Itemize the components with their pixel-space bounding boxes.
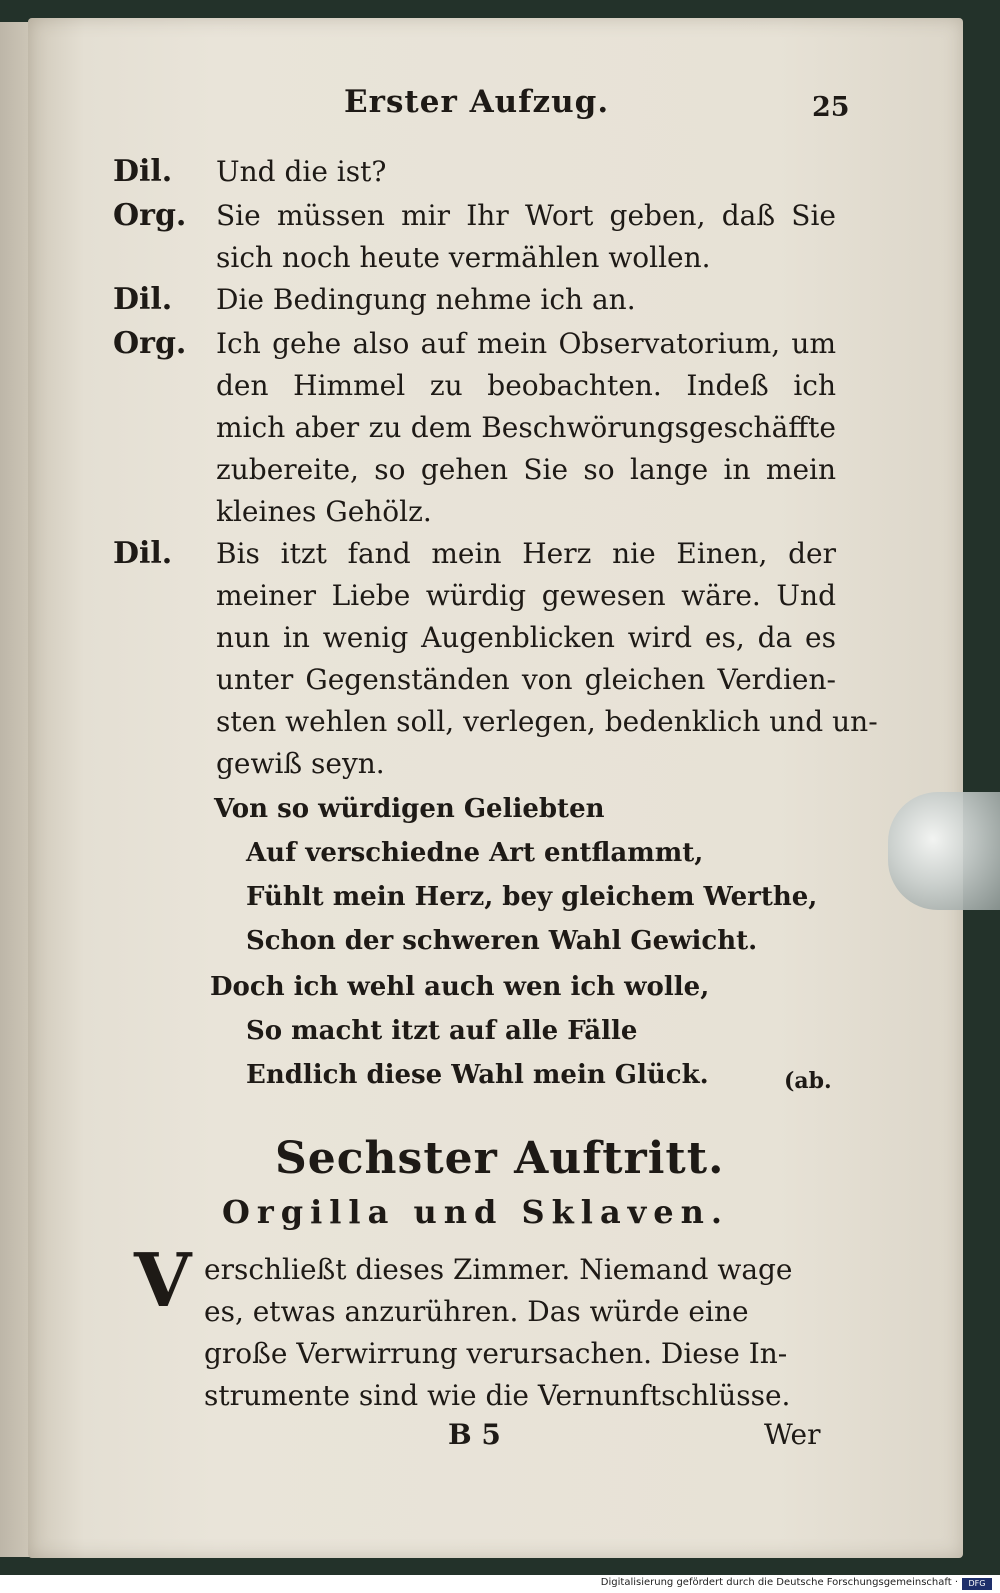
footer-credit: Digitalisierung gefördert durch die Deutsche Forschungsgemeinschaft · [600, 1577, 958, 1588]
scene-persons: Orgilla und Sklaven. [222, 1193, 730, 1231]
page-number: 25 [812, 92, 850, 123]
aria-verse: Endlich diese Wahl mein Glück. [246, 1060, 709, 1090]
dialogue-line: sich noch heute vermählen wollen. [216, 241, 711, 274]
speaker-label: Dil. [113, 536, 173, 571]
page-clip [888, 792, 1000, 910]
dialogue-line: Ich gehe also auf mein Observatorium, um [216, 327, 836, 360]
aria-verse: Auf verschiedne Art entflammt, [246, 838, 704, 868]
aria-verse: Von so würdigen Geliebten [214, 794, 605, 824]
dialogue-line: meiner Liebe würdig gewesen wäre. Und [216, 579, 836, 612]
digitization-footer [0, 1575, 1000, 1593]
catchword: Wer [764, 1418, 821, 1451]
aria-verse: Schon der schweren Wahl Gewicht. [246, 926, 758, 956]
dialogue-line: unter Gegenständen von gleichen Verdien- [216, 663, 836, 696]
dfg-logo: DFG [962, 1578, 992, 1590]
aria-verse: Doch ich wehl auch wen ich wolle, [210, 972, 710, 1002]
speaker-label: Org. [113, 326, 187, 361]
speaker-label: Dil. [113, 282, 173, 317]
dialogue-line: den Himmel zu beobachten. Indeß ich [216, 369, 836, 402]
scene-line: es, etwas anzurühren. Das würde eine [204, 1295, 749, 1328]
speaker-label: Dil. [113, 154, 173, 189]
scene-title: Sechster Auftritt. [275, 1133, 725, 1184]
dialogue-line: Bis itzt fand mein Herz nie Einen, der [216, 537, 836, 570]
scene-line: erschließt dieses Zimmer. Niemand wage [204, 1253, 793, 1286]
aria-verse: So macht itzt auf alle Fälle [246, 1016, 638, 1046]
dialogue-line: mich aber zu dem Beschwörungsgeschäffte [216, 411, 836, 444]
dialogue-line: Die Bedingung nehme ich an. [216, 283, 636, 316]
aria-verse: Fühlt mein Herz, bey gleichem Werthe, [246, 882, 818, 912]
dialogue-line: kleines Gehölz. [216, 495, 432, 528]
scene-line: strumente sind wie die Vernunftschlüsse. [204, 1379, 791, 1412]
dialogue-line: nun in wenig Augenblicken wird es, da es [216, 621, 836, 654]
dialogue-line: Und die ist? [216, 155, 387, 188]
dialogue-line: gewiß seyn. [216, 747, 385, 780]
running-head: Erster Aufzug. [344, 84, 610, 120]
speaker-label: Org. [113, 198, 187, 233]
stage-direction: (ab. [784, 1068, 832, 1094]
drop-cap: V [134, 1238, 192, 1324]
dialogue-line: sten wehlen soll, verlegen, bedenklich und un- [216, 705, 878, 738]
signature-mark: B 5 [448, 1418, 501, 1451]
scene-line: große Verwirrung verursachen. Diese In- [204, 1337, 788, 1370]
dialogue-line: zubereite, so gehen Sie so lange in mein [216, 453, 836, 486]
dialogue-line: Sie müssen mir Ihr Wort geben, daß Sie [216, 199, 836, 232]
